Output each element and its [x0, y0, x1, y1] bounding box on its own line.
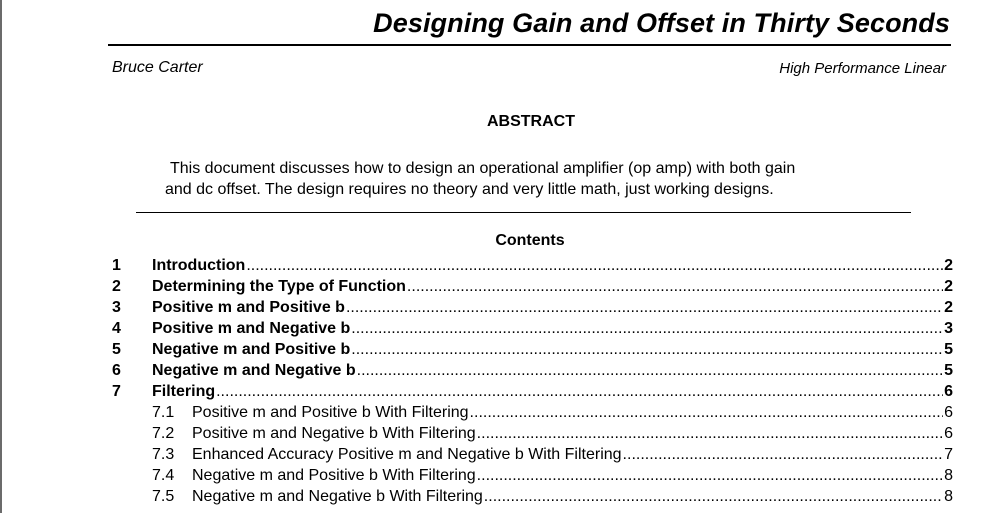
- toc-leader-dots: [246, 257, 943, 275]
- toc-number: 6: [112, 362, 121, 379]
- toc-leader-dots: [623, 446, 944, 464]
- toc-title: Positive m and Positive b With Filtering: [192, 404, 469, 421]
- toc-leader-dots: [477, 425, 943, 443]
- toc-entry[interactable]: [112, 341, 953, 362]
- toc-leader-dots: [346, 299, 943, 317]
- toc-entry[interactable]: [112, 383, 953, 404]
- toc-entry[interactable]: [112, 278, 953, 299]
- toc-number: 1: [112, 257, 121, 274]
- toc-subentry[interactable]: [112, 488, 953, 509]
- toc-number: 7.2: [152, 425, 175, 442]
- toc-subentry[interactable]: [112, 404, 953, 425]
- toc-title: Introduction: [152, 257, 246, 274]
- contents-heading: Contents: [495, 232, 565, 249]
- toc-title: Negative m and Negative b: [152, 362, 356, 379]
- toc-number: 7: [112, 383, 121, 400]
- toc-title: Positive m and Negative b: [152, 320, 351, 337]
- toc-number: 7.4: [152, 467, 175, 484]
- author-name: Bruce Carter: [112, 59, 203, 76]
- toc-page-number: 2: [944, 299, 953, 316]
- toc-leader-dots: [351, 341, 943, 359]
- toc-title: Negative m and Positive b With Filtering: [192, 467, 476, 484]
- toc-page-number: 5: [944, 362, 953, 379]
- toc-page-number: 6: [944, 425, 953, 442]
- toc-number: 7.5: [152, 488, 175, 505]
- abstract-rule: [136, 212, 911, 213]
- toc-page-number: 2: [944, 278, 953, 295]
- toc-number: 7.1: [152, 404, 175, 421]
- toc-entry[interactable]: [112, 257, 953, 278]
- title-rule: [108, 44, 951, 46]
- toc-entry[interactable]: [112, 299, 953, 320]
- toc-number: 4: [112, 320, 121, 337]
- toc-title: Positive m and Negative b With Filtering: [192, 425, 476, 442]
- toc-title: Enhanced Accuracy Positive m and Negative b With Filtering: [192, 446, 622, 463]
- toc-page-number: 3: [944, 320, 953, 337]
- department-name: High Performance Linear: [779, 60, 946, 77]
- toc-number: 3: [112, 299, 121, 316]
- toc-leader-dots: [357, 362, 943, 380]
- abstract-line: This document discusses how to design an operational amplifier (op amp) with both gain: [170, 160, 796, 177]
- toc-number: 2: [112, 278, 121, 295]
- toc-number: 5: [112, 341, 121, 358]
- toc-title: Filtering: [152, 383, 216, 400]
- abstract-line: and dc offset. The design requires no theory and very little math, just working designs.: [165, 181, 774, 198]
- toc-leader-dots: [477, 467, 943, 485]
- toc-entry[interactable]: [112, 362, 953, 383]
- toc-page-number: 8: [944, 467, 953, 484]
- table-of-contents: [112, 257, 953, 509]
- toc-subentry[interactable]: [112, 467, 953, 488]
- toc-leader-dots: [407, 278, 943, 296]
- toc-title: Negative m and Negative b With Filtering: [192, 488, 483, 505]
- toc-page-number: 7: [944, 446, 953, 463]
- toc-leader-dots: [484, 488, 943, 506]
- abstract-heading: ABSTRACT: [487, 113, 575, 130]
- toc-entry[interactable]: [112, 320, 953, 341]
- toc-title: Negative m and Positive b: [152, 341, 351, 358]
- toc-number: 7.3: [152, 446, 175, 463]
- toc-title: Positive m and Positive b: [152, 299, 345, 316]
- toc-page-number: 5: [944, 341, 953, 358]
- toc-leader-dots: [351, 320, 943, 338]
- toc-leader-dots: [470, 404, 944, 422]
- toc-title: Determining the Type of Function: [152, 278, 406, 295]
- document-title: Designing Gain and Offset in Thirty Seconds: [373, 8, 950, 38]
- abstract-text: [160, 158, 936, 200]
- toc-subentry[interactable]: [112, 425, 953, 446]
- toc-leader-dots: [216, 383, 943, 401]
- page-edge-border: [0, 0, 2, 513]
- toc-page-number: 2: [944, 257, 953, 274]
- toc-page-number: 6: [944, 404, 953, 421]
- toc-page-number: 6: [944, 383, 953, 400]
- toc-subentry[interactable]: [112, 446, 953, 467]
- toc-page-number: 8: [944, 488, 953, 505]
